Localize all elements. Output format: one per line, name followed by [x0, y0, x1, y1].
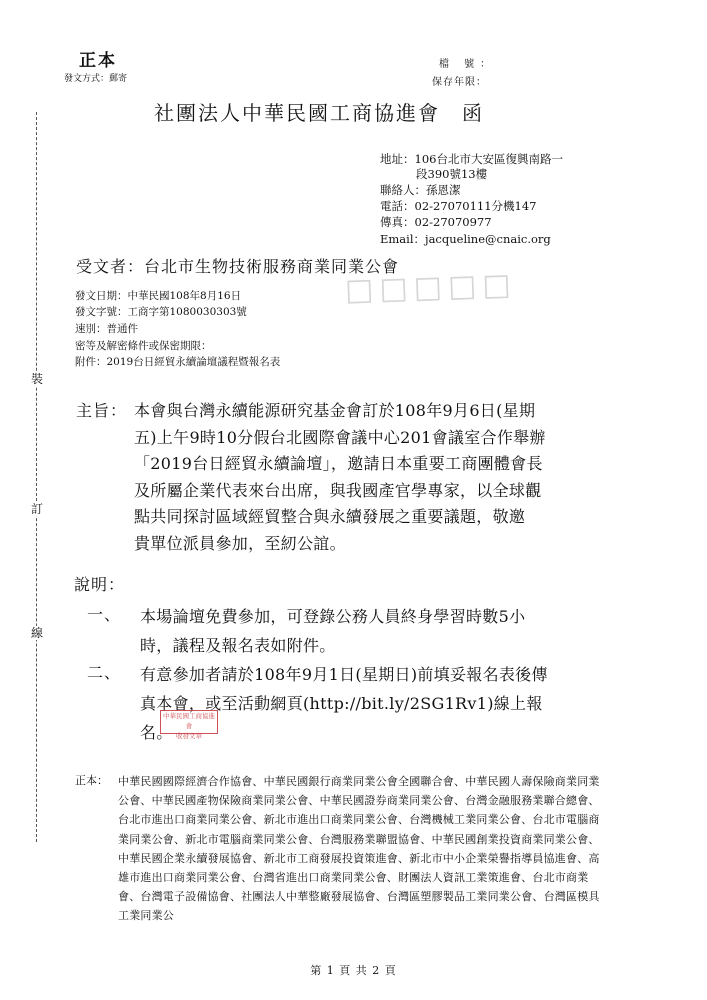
- document-kind: 函: [462, 101, 484, 125]
- item-line: 真本會，或至活動網頁(http://bit.ly/2SG1Rv1)線上報: [140, 694, 543, 713]
- contact-email: Email：jacqueline@cnaic.org: [380, 232, 551, 246]
- page-number: 第 1 頁 共 2 頁: [310, 964, 397, 977]
- binding-char-xian: 線: [30, 626, 43, 640]
- contact-address-cont: 段390號13樓: [416, 167, 488, 181]
- binding-char-ding: 訂: [30, 502, 43, 516]
- subject-line: 五)上午9時10分假台北國際會議中心201會議室合作舉辦: [134, 427, 546, 447]
- subject-line: 「2019台日經貿永續論壇」，邀請日本重要工商團體會長: [134, 454, 543, 473]
- explanation-label: 說明：: [74, 575, 126, 594]
- contact-address: 地址：106台北市大安區復興南路一: [380, 152, 563, 166]
- file-number-label: 檔 號：: [439, 59, 497, 70]
- binding-char-zhuang: 裝: [30, 372, 43, 386]
- item-number: 一、: [87, 605, 122, 624]
- send-date: 發文日期：中華民國108年8月16日: [75, 290, 242, 302]
- cc-label: 正本：: [75, 774, 108, 787]
- contact-phone: 電話：02-27070111分機147: [380, 199, 537, 213]
- retention-label: 保存年限：: [432, 77, 487, 88]
- receipt-seal: 中華民國工商協進會 收發文章: [160, 710, 218, 734]
- page-title: [154, 97, 484, 126]
- subject-line: 貴單位派員參加，至紉公誼。: [134, 533, 346, 553]
- subject-line: 點共同探討區域經貿整合與永續發展之重要議題，敬邀: [134, 507, 526, 526]
- security-class: 密等及解密條件或保密期限：: [75, 340, 212, 352]
- speed-class: 速別：普通件: [75, 323, 138, 335]
- binding-line: [36, 112, 37, 842]
- document-number: 發文字號：工商字第1080030303號: [75, 306, 247, 318]
- subject-line: 本會與台灣永續能源研究基金會訂於108年9月6日(星期: [134, 401, 536, 420]
- subject-label: 主旨：: [76, 401, 128, 420]
- item-line: 時，議程及報名表如附件。: [140, 636, 336, 655]
- attachment: 附件：2019台日經貿永續論壇議程暨報名表: [75, 356, 281, 368]
- recipient: 受文者：台北市生物技術服務商業同業公會: [76, 257, 400, 276]
- item-line: 本場論壇免費參加，可登錄公務人員終身學習時數5小: [140, 607, 526, 626]
- cc-recipients: 中華民國國際經濟合作協會、中華民國銀行商業同業公會全國聯合會、中華民國人壽保險商業同業公會、中華民國產物保險商業同業公會、中華民國證券商業同業公會、台灣金融服務業聯合總會、台北市進出口商業同業公會、新北市進出口商業同業公會、台灣機械工業同業公會、台北市電腦商業同業公會、新北市電腦商業同業公會、台灣服務業聯盟協會、中華民國創業投資商業同業公會、中華民國企業永續發展協會、新北市工商發展投資策進會、新北市中小企業榮譽指導員協進會、高雄市進出口商業同業公會、台灣省進出口商業同業公會、財團法人資訊工業策進會、台北市商業會、台灣電子設備協會、社團法人中華整廠發展協會、台灣區塑膠製品工業同業公會、台灣區模具工業同業公: [118, 775, 600, 923]
- faint-watermark: □□□□□: [344, 267, 518, 308]
- contact-fax: 傳真：02-27070977: [380, 215, 492, 229]
- item-number: 二、: [87, 663, 122, 682]
- organization-name: 社團法人中華民國工商協進會: [154, 101, 440, 125]
- send-method: 發文方式：郵寄: [64, 74, 128, 84]
- subject-line: 及所屬企業代表來台出席，與我國產官學專家，以全球觀: [134, 480, 542, 500]
- item-line: 名。: [140, 723, 173, 742]
- contact-person: 聯絡人：孫恩潔: [380, 183, 461, 197]
- copy-type: 正本: [79, 51, 117, 71]
- item-line: 有意參加者請於108年9月1日(星期日)前填妥報名表後傳: [140, 665, 548, 684]
